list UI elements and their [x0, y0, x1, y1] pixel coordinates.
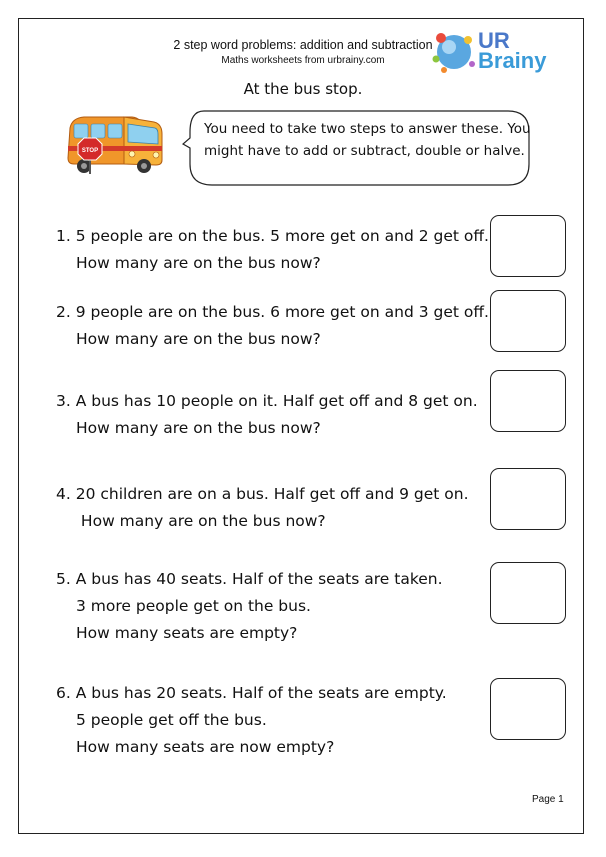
page-number: Page 1 — [532, 794, 564, 805]
question-line: 5. A bus has 40 seats. Half of the seats are taken. — [56, 570, 443, 588]
question-line: 2. 9 people are on the bus. 6 more get on and 3 get off. — [56, 303, 489, 321]
question-line: 3 more people get on the bus. — [76, 597, 311, 615]
worksheet-subtitle: Maths worksheets from urbrainy.com — [221, 55, 385, 66]
worksheet-title: 2 step word problems: addition and subtraction — [173, 38, 433, 52]
question-line: How many are on the bus now? — [76, 512, 326, 530]
instructions-text — [204, 118, 534, 162]
stop-sign-text: STOP — [81, 148, 99, 154]
question-5 — [56, 566, 443, 647]
question-line: 3. A bus has 10 people on it. Half get off and 8 get on. — [56, 392, 478, 410]
answer-box-3[interactable] — [490, 370, 566, 432]
urbrainy-logo — [428, 26, 553, 78]
question-6 — [56, 680, 447, 761]
question-3 — [56, 388, 478, 442]
instructions-line-2: might have to add or subtract, double or halve. — [204, 143, 525, 159]
logo-text-brainy: Brainy — [478, 48, 547, 73]
question-line: 5 people get off the bus. — [76, 711, 267, 729]
question-line: How many are on the bus now? — [76, 254, 321, 272]
question-line: 4. 20 children are on a bus. Half get off and 9 get on. — [56, 485, 469, 503]
question-line: 1. 5 people are on the bus. 5 more get on and 2 get off. — [56, 227, 489, 245]
answer-box-1[interactable] — [490, 215, 566, 277]
instructions-line-1: You need to take two steps to answer these. You — [204, 121, 531, 137]
question-2 — [56, 299, 489, 353]
answer-box-4[interactable] — [490, 468, 566, 530]
scene-title: At the bus stop. — [243, 80, 363, 98]
question-line: How many are on the bus now? — [76, 330, 321, 348]
question-line: How many seats are empty? — [76, 624, 298, 642]
question-line: How many seats are now empty? — [76, 738, 335, 756]
question-line: How many are on the bus now? — [76, 419, 321, 437]
answer-box-5[interactable] — [490, 562, 566, 624]
question-line: 6. A bus has 20 seats. Half of the seats are empty. — [56, 684, 447, 702]
question-4 — [56, 481, 469, 535]
bus-illustration — [62, 108, 172, 178]
logo-text-ur: UR — [478, 28, 510, 53]
answer-box-2[interactable] — [490, 290, 566, 352]
answer-box-6[interactable] — [490, 678, 566, 740]
question-1 — [56, 223, 489, 277]
